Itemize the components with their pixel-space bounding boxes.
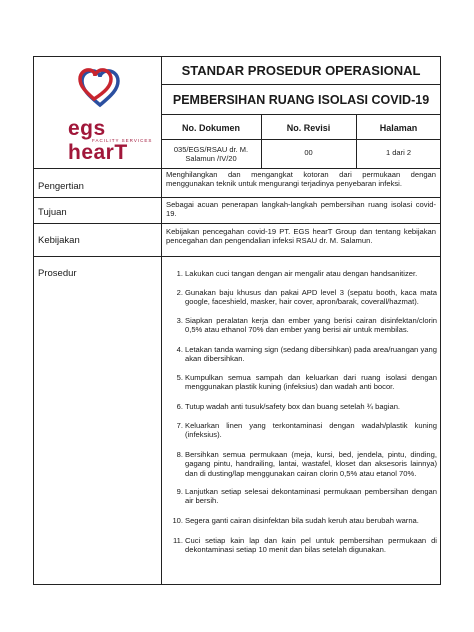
list-item: 6. Tutup wadah anti tusuk/safety box dan buang setelah ¾ bagian. xyxy=(176,402,401,411)
company-logo xyxy=(48,65,158,164)
label-prosedur: Prosedur xyxy=(38,268,77,279)
divider xyxy=(161,84,441,85)
col-header-halaman: Halaman xyxy=(379,123,418,133)
document-title: STANDAR PROSEDUR OPERASIONAL xyxy=(181,63,421,78)
list-item: 1. Lakukan cuci tangan dengan air mengalir atau dengan handsanitizer. xyxy=(176,269,418,278)
list-item: 8. Bersihkan semua permukaan (meja, kursi, bed, jendela, pintu, dinding, gagang pintu, handrailing, lantai, wastafel, kloset dan aksesoris lainnya) dan di dusting/lap menggunakan cairan clorin 0,5% atau etanol 70%. xyxy=(176,450,437,478)
label-pengertian: Pengertian xyxy=(38,181,84,192)
brand-tagline: FACILITY SERVICES xyxy=(92,138,153,143)
value-revisi: 00 xyxy=(304,148,313,157)
list-item: 9. Lanjutkan setiap selesai dekontaminasi permukaan pembersihan dengan air bersih. xyxy=(176,487,437,506)
divider xyxy=(34,197,441,198)
divider xyxy=(161,168,162,585)
label-tujuan: Tujuan xyxy=(38,207,67,218)
divider xyxy=(34,256,441,257)
label-kebijakan: Kebijakan xyxy=(38,235,80,246)
divider xyxy=(34,168,441,169)
brand-name: egs hearT xyxy=(68,117,128,164)
value-dokumen: 035/EGS/RSAU dr. M. Salamun /IV/20 xyxy=(173,145,249,163)
divider xyxy=(161,114,441,115)
sop-document xyxy=(33,56,441,585)
list-item: 10. Segera ganti cairan disinfektan bila sudah keruh atau berubah warna. xyxy=(172,516,419,525)
list-item: 7. Keluarkan linen yang terkontaminasi dengan wadah/plastik kuning (infeksius). xyxy=(176,421,437,440)
list-item: 5. Kumpulkan semua sampah dan keluarkan dari ruang isolasi dengan menggunakan plastik kuning (infeksius) dan wadah anti bocor. xyxy=(176,373,437,392)
text-tujuan: Sebagai acuan penerapan langkah-langkah pembersihan ruang isolasi covid-19. xyxy=(166,200,436,219)
col-header-revisi: No. Revisi xyxy=(286,123,331,133)
list-item: 2. Gunakan baju khusus dan pakai APD level 3 (sepatu booth, kaca mata google, faceshield, masker, hair cover, apron/barak, coverall/hazmat). xyxy=(176,288,437,307)
divider xyxy=(161,139,441,140)
document-subtitle: PEMBERSIHAN RUANG ISOLASI COVID-19 xyxy=(172,93,430,107)
heart-logo-icon xyxy=(48,65,158,115)
list-item: 3. Siapkan peralatan kerja dan ember yang berisi cairan disinfektan/clorin 0,5% atau ethanol 70% dan ember yang berisi air untuk membilas. xyxy=(176,316,437,335)
col-header-dokumen: No. Dokumen xyxy=(181,123,240,133)
list-item: 11. Cuci setiap kain lap dan kain pel untuk pembersihan permukaan di dekontaminasi setiap 10 menit dan bilas setelah digunakan. xyxy=(173,536,437,555)
value-halaman: 1 dari 2 xyxy=(385,148,412,157)
divider xyxy=(34,223,441,224)
procedure-steps xyxy=(172,266,437,584)
text-kebijakan: Kebijakan pencegahan covid-19 PT. EGS hearT Group dan tentang kebijakan pencegahan dan pengendalian infeksi RSAU dr. M. Salamun. xyxy=(166,227,436,246)
text-pengertian: Menghilangkan dan mengangkat kotoran dari permukaan dengan menggunakan teknik untuk mengurangi terjadinya penyebaran infeksi. xyxy=(166,170,436,189)
list-item: 4. Letakan tanda warning sign (sedang dibersihkan) pada area/ruangan yang akan dibersihkan. xyxy=(176,345,437,364)
